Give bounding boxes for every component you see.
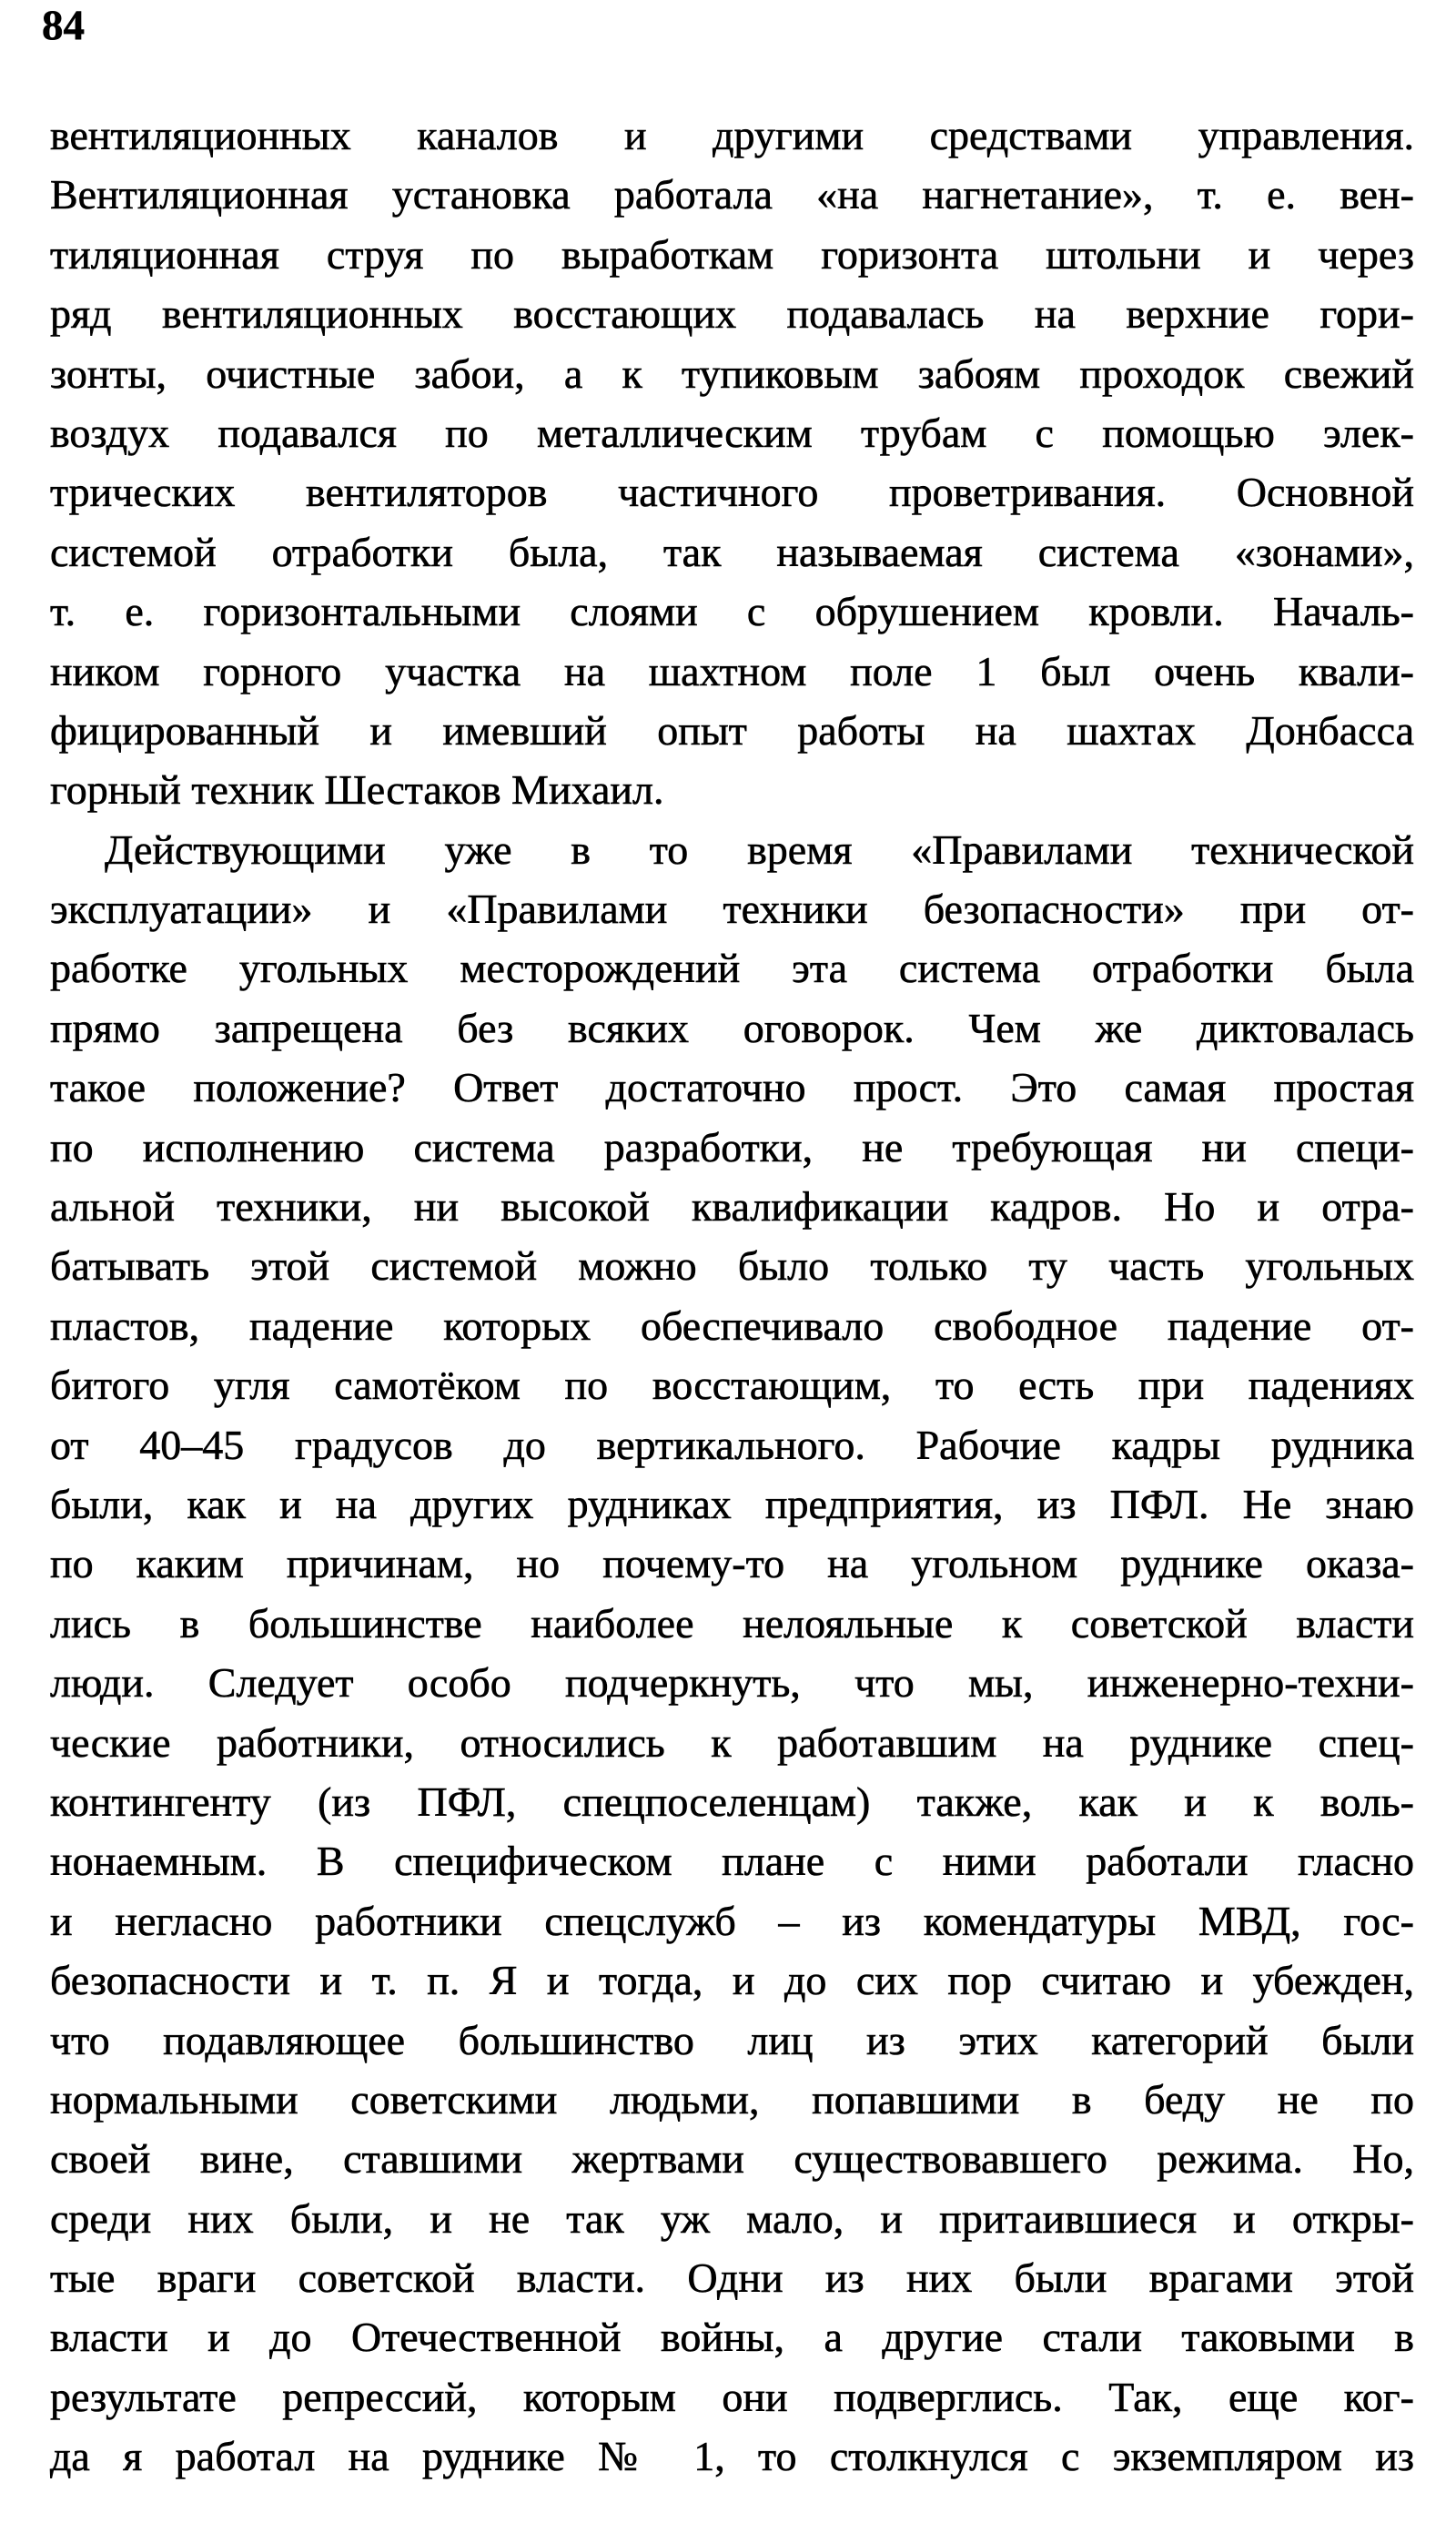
text-line: трических вентиляторов частичного проветривания. Основной xyxy=(50,469,1414,516)
text-line: битого угля самотёком по восстающим, то есть при падениях xyxy=(50,1362,1414,1409)
text-line: безопасности и т. п. Я и тогда, и до сих пор считаю и убежден, xyxy=(50,1957,1414,2004)
text-line: по исполнению система разработки, не требующая ни специ- xyxy=(50,1123,1414,1170)
text-line: ряд вентиляционных восстающих подавалась на верхние гори- xyxy=(50,290,1414,338)
text-line: альной техники, ни высокой квалификации кадров. Но и отра- xyxy=(50,1183,1414,1231)
text-line: своей вине, ставшими жертвами существовавшего режима. Но, xyxy=(50,2135,1414,2183)
text-line: ником горного участка на шахтном поле 1 был очень квали- xyxy=(50,647,1414,694)
text-line: и негласно работники спецслужб – из комендатуры МВД, гос- xyxy=(50,1897,1414,1944)
text-line: тые враги советской власти. Одни из них были врагами этой xyxy=(50,2254,1414,2302)
text-line: были, как и на других рудниках предприятия, из ПФЛ. Не знаю xyxy=(50,1480,1414,1527)
page-number: 84 xyxy=(42,2,85,49)
text-line: пластов, падение которых обеспечивало свободное падение от- xyxy=(50,1302,1414,1349)
text-line: системой отработки была, так называемая система «зонами», xyxy=(50,528,1414,575)
text-line: да я работал на руднике № 1, то столкнулся с экземпляром из xyxy=(50,2433,1414,2480)
text-line: по каким причинам, но почему-то на угольном руднике оказа- xyxy=(50,1540,1414,1587)
text-line: от 40–45 градусов до вертикального. Рабочие кадры рудника xyxy=(50,1421,1414,1468)
text-line: такое положение? Ответ достаточно прост. Это самая простая xyxy=(50,1064,1414,1111)
text-line: власти и до Отечественной войны, а другие стали таковыми в xyxy=(50,2314,1414,2361)
text-line: вентиляционных каналов и другими средствами управления. xyxy=(50,112,1414,158)
text-line: контингенту (из ПФЛ, спецпоселенцам) также, как и к воль- xyxy=(50,1778,1414,1825)
text-line: прямо запрещена без всяких оговорок. Чем же диктовалась xyxy=(50,1004,1414,1051)
text-line: люди. Следует особо подчеркнуть, что мы, инженерно-техни- xyxy=(50,1659,1414,1707)
text-line: нонаемным. В специфическом плане с ними работали гласно xyxy=(50,1838,1414,1885)
page-text xyxy=(50,106,1414,2487)
text-line: фицированный и имевший опыт работы на шахтах Донбасса xyxy=(50,706,1414,754)
text-line: среди них были, и не так уж мало, и притаившиеся и откры- xyxy=(50,2194,1414,2242)
text-line: батывать этой системой можно было только ту часть угольных xyxy=(50,1242,1414,1290)
text-line: результате репрессий, которым они подверглись. Так, еще ког- xyxy=(50,2373,1414,2420)
text-line: лись в большинстве наиболее нелояльные к советской власти xyxy=(50,1599,1414,1647)
text-line: тиляционная струя по выработкам горизонта штольни и через xyxy=(50,230,1414,278)
text-line: нормальными советскими людьми, попавшими в беду не по xyxy=(50,2075,1414,2123)
text-line: воздух подавался по металлическим трубам с помощью элек- xyxy=(50,409,1414,456)
text-line: Вентиляционная установка работала «на нагнетание», т. е. вен- xyxy=(50,171,1414,218)
text-line: работке угольных месторождений эта система отработки была xyxy=(50,945,1414,992)
text-line: эксплуатации» и «Правилами техники безопасности» при от- xyxy=(50,886,1414,933)
text-line: т. е. горизонтальными слоями с обрушением кровли. Началь- xyxy=(50,588,1414,635)
text-line: Действующими уже в то время «Правилами технической xyxy=(105,826,1414,873)
text-line: горный техник Шестаков Михаил. xyxy=(50,766,664,814)
text-line: зонты, очистные забои, а к тупиковым забоям проходок свежий xyxy=(50,350,1414,397)
text-line: ческие работники, относились к работавшим на руднике спец- xyxy=(50,1718,1414,1766)
text-line: что подавляющее большинство лиц из этих категорий были xyxy=(50,2016,1414,2063)
